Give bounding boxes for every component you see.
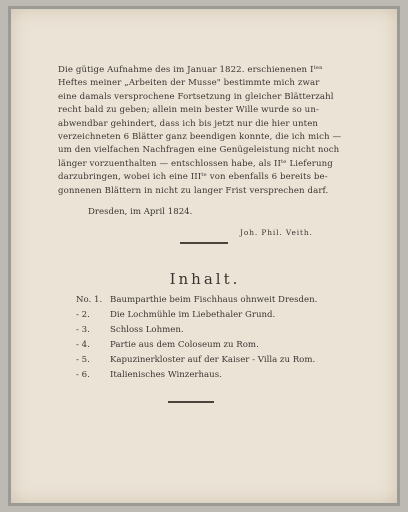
preface-line: recht bald zu geben; allein mein bester Wille wurde so un- — [58, 105, 319, 116]
list-item — [76, 340, 356, 355]
dateline: Dresden, im April 1824. — [88, 207, 193, 217]
list-item — [76, 355, 356, 370]
item-title: Die Lochmühle im Liebethaler Grund. — [110, 310, 276, 320]
item-title: Partie aus dem Coloseum zu Rom. — [110, 340, 259, 350]
preface-line: abwendbar gehindert, dass ich bis jetzt nur die hier unten — [58, 118, 319, 129]
preface-line: darzubringen, wobei ich eine IIIᵗᵉ von ebenfalls 6 bereits be- — [58, 172, 328, 183]
item-number: No. 1. — [76, 295, 103, 305]
preface-line: gonnenen Blättern in nicht zu langer Frist versprechen darf. — [58, 185, 329, 196]
list-item — [76, 370, 356, 385]
closing-rule — [168, 401, 214, 403]
preface-line: verzeichneten 6 Blätter ganz beendigen konnte, die ich mich — — [58, 131, 342, 142]
preface-line: Heftes meiner „Arbeiten der Musse" bestimmte mich zwar — [58, 78, 320, 89]
divider-rule — [180, 242, 228, 244]
list-item — [76, 310, 356, 325]
preface-line: länger vorzuenthalten — entschlossen habe, als IIᵗᵉ Lieferung — [58, 158, 333, 169]
item-title: Baumparthie beim Fischhaus ohnweit Dresden. — [110, 295, 318, 305]
item-number: - 2. — [76, 310, 90, 320]
author-signature: Joh. Phil. Veith. — [240, 228, 313, 237]
item-number: - 6. — [76, 370, 90, 380]
contents-list — [76, 295, 356, 385]
item-title: Kapuzinerkloster auf der Kaiser - Villa zu Rom. — [110, 355, 316, 365]
item-title: Italienisches Winzerhaus. — [110, 370, 222, 380]
list-item — [76, 325, 356, 340]
item-number: - 3. — [76, 325, 90, 335]
contents-heading: Inhalt. — [169, 270, 241, 288]
item-number: - 4. — [76, 340, 90, 350]
item-number: - 5. — [76, 355, 90, 365]
preface-line: eine damals versprochene Fortsetzung in gleicher Blätterzahl — [58, 91, 334, 102]
list-item — [76, 295, 356, 310]
preface-paragraph — [58, 64, 358, 198]
preface-line: Die gütige Aufnahme des im Januar 1822. erschienenen Iᵗᵉⁿ — [58, 65, 323, 75]
preface-line: um den vielfachen Nachfragen eine Genügeleistung nicht noch — [58, 145, 340, 156]
item-title: Schloss Lohmen. — [110, 325, 184, 335]
